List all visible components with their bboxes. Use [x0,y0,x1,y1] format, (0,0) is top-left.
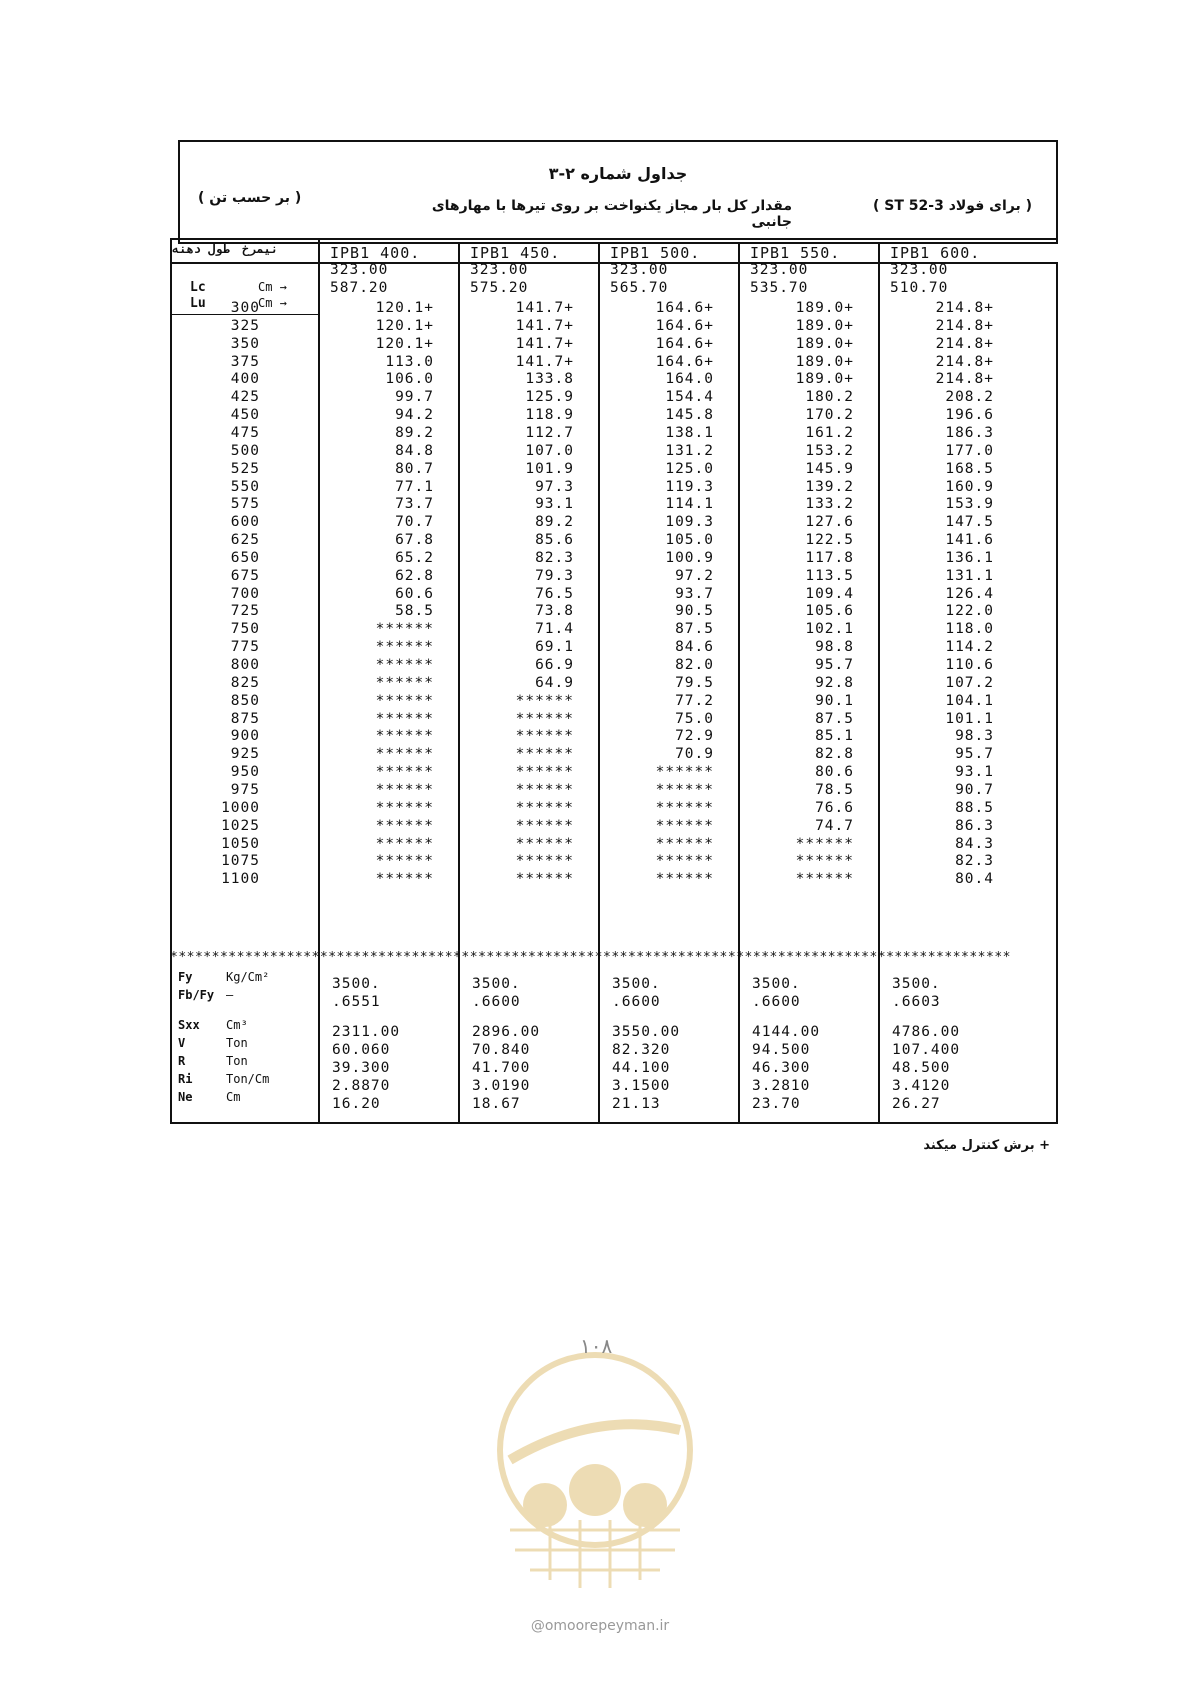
table-cell: 79.3 [535,567,574,584]
table-cell: 161.2 [805,424,854,441]
steel-grade-note: ( برای فولاد ST 52-3 ) [873,198,1032,214]
props-separator: ***************************************************************************************************** [170,950,1011,965]
table-cell: ****** [515,817,574,834]
prop-value: .6600 [612,994,661,1010]
prop-label: R [178,1054,186,1068]
prop-value: 2311.00 [332,1024,401,1040]
column-divider [878,242,880,1124]
table-cell: ****** [375,764,434,781]
prop-value: 107.400 [892,1042,961,1058]
table-cell: 87.5 [675,621,714,638]
table-cell: 113.0 [385,353,434,370]
table-cell: 120.1+ [375,317,434,334]
table-cell: 164.6+ [655,300,714,316]
prop-value: 46.300 [752,1060,811,1076]
span-length: 550 [230,478,260,495]
column-header: IPB1 450. [470,244,561,262]
lu-value: 510.70 [890,280,949,296]
span-length: 850 [230,692,260,709]
table-cell: 84.6 [675,639,714,656]
span-length: 625 [230,532,260,549]
span-length: 900 [230,728,260,745]
table-cell: 118.9 [525,407,574,424]
table-cell: 101.9 [525,460,574,477]
table-cell: 72.9 [675,728,714,745]
table-cell: 109.4 [805,585,854,602]
footnote: + برش کنترل میکند [923,1138,1050,1153]
table-cell: 141.7+ [515,335,574,352]
table-cell: 95.7 [815,657,854,673]
span-length: 750 [230,621,260,638]
table-cell: 75.0 [675,710,714,727]
prop-unit: Ton [226,1054,248,1068]
table-cell: ****** [655,781,714,798]
table-bottom-border [170,1122,1058,1124]
prop-value: 44.100 [612,1060,671,1076]
page-number: ۱۰۸ [580,1334,613,1358]
table-cell: 98.3 [955,728,994,745]
table-cell: ****** [795,871,854,888]
table-cell: 106.0 [385,371,434,388]
table-cell: ****** [655,835,714,852]
table-cell: 101.1 [945,710,994,727]
table-cell: ****** [655,764,714,781]
table-cell: 64.9 [535,674,574,691]
prop-value: 41.700 [472,1060,531,1076]
table-cell: 136.1 [945,549,994,566]
lu-unit: Cm → [258,296,287,310]
table-cell: ****** [375,639,434,656]
table-cell: ****** [515,710,574,727]
table-cell: 139.2 [805,478,854,495]
table-top-border [170,238,1058,240]
table-cell: ****** [515,746,574,763]
table-cell: ****** [655,799,714,816]
table-cell: 133.8 [525,371,574,388]
table-cell: 145.8 [665,407,714,424]
prop-value: 4786.00 [892,1024,961,1040]
span-length: 475 [230,424,260,441]
table-cell: ****** [515,835,574,852]
table-title: جداول شماره ۲-۳ [548,164,688,183]
table-cell: 94.2 [395,407,434,424]
span-length: 350 [230,335,260,352]
prop-value: 3.1500 [612,1078,671,1094]
span-length: 975 [230,781,260,798]
prop-unit: Kg/Cm² [226,970,270,984]
table-cell: 153.9 [945,496,994,513]
table-cell: 189.0+ [795,300,854,316]
table-cell: 76.6 [815,799,854,816]
table-cell: 120.1+ [375,300,434,316]
table-cell: 145.9 [805,460,854,477]
table-cell: 141.6 [945,532,994,549]
table-cell: ****** [515,871,574,888]
table-cell: 164.6+ [655,335,714,352]
prop-value: .6603 [892,994,941,1010]
table-cell: 84.3 [955,835,994,852]
table-cell: 60.6 [395,585,434,602]
table-cell: ****** [375,853,434,870]
span-length: 675 [230,567,260,584]
table-cell: 186.3 [945,424,994,441]
prop-value: 60.060 [332,1042,391,1058]
table-cell: 99.7 [395,389,434,406]
load-table [170,238,1058,1122]
prop-value: 4144.00 [752,1024,821,1040]
table-cell: 117.8 [805,549,854,566]
prop-unit: Ton [226,1036,248,1050]
lu-value: 587.20 [330,280,389,296]
table-cell: 120.1+ [375,335,434,352]
table-left-border [170,238,172,1124]
table-cell: ****** [375,835,434,852]
table-cell: 70.7 [395,514,434,531]
table-cell: ****** [795,835,854,852]
span-length: 1100 [221,871,260,888]
table-cell: 85.1 [815,728,854,745]
table-cell: 109.3 [665,514,714,531]
span-length: 325 [230,317,260,334]
table-cell: ****** [375,728,434,745]
prop-unit: Ton/Cm [226,1072,270,1086]
table-cell: ****** [515,764,574,781]
table-cell: 164.6+ [655,353,714,370]
table-cell: 80.7 [395,460,434,477]
table-cell: 153.2 [805,442,854,459]
column-divider [738,242,740,1124]
prop-label: Ne [178,1090,193,1104]
table-cell: 93.1 [955,764,994,781]
span-length: 925 [230,746,260,763]
prop-value: 26.27 [892,1096,941,1112]
table-subtitle: مقدار کل بار مجاز یکنواخت بر روی تیرها با مهارهای جانبی [431,198,792,230]
table-cell: 82.3 [955,853,994,870]
table-cell: 189.0+ [795,317,854,334]
table-cell: 102.1 [805,621,854,638]
table-cell: 189.0+ [795,353,854,370]
table-cell: 74.7 [815,817,854,834]
prop-value: 3500. [612,976,661,992]
table-cell: 208.2 [945,389,994,406]
lc-value: 323.00 [470,262,529,278]
span-length: 1050 [221,835,260,852]
prop-value: 70.840 [472,1042,531,1058]
lu-value: 575.20 [470,280,529,296]
span-length: 1025 [221,817,260,834]
table-cell: 84.8 [395,442,434,459]
table-cell: 58.5 [395,603,434,620]
table-cell: 66.9 [535,657,574,673]
prop-label: V [178,1036,186,1050]
span-length: 875 [230,710,260,727]
table-cell: 62.8 [395,567,434,584]
table-cell: 71.4 [535,621,574,638]
table-cell: 189.0+ [795,371,854,388]
table-cell: 69.1 [535,639,574,656]
table-cell: ****** [655,871,714,888]
table-cell: 85.6 [535,532,574,549]
table-cell: 93.7 [675,585,714,602]
table-cell: 100.9 [665,549,714,566]
prop-value: 3.4120 [892,1078,951,1094]
prop-value: 3.0190 [472,1078,531,1094]
table-cell: 110.6 [945,657,994,673]
lc-value: 323.00 [890,262,949,278]
table-cell: 147.5 [945,514,994,531]
column-header: IPB1 400. [330,244,421,262]
prop-value: 94.500 [752,1042,811,1058]
span-length: 800 [230,657,260,673]
span-length: 400 [230,371,260,388]
unit-note: ( بر حسب تن ) [198,190,302,206]
table-cell: 138.1 [665,424,714,441]
table-cell: 141.7+ [515,317,574,334]
column-header: IPB1 500. [610,244,701,262]
table-cell: 141.7+ [515,353,574,370]
table-cell: 90.5 [675,603,714,620]
table-cell: 104.1 [945,692,994,709]
table-cell: ****** [655,817,714,834]
prop-value: .6600 [472,994,521,1010]
table-cell: 77.2 [675,692,714,709]
lc-value: 323.00 [750,262,809,278]
span-length: 425 [230,389,260,406]
prop-value: 3500. [332,976,381,992]
lu-label: Lu [190,296,206,311]
prop-label: Ri [178,1072,193,1086]
table-cell: 97.3 [535,478,574,495]
table-cell: 127.6 [805,514,854,531]
table-cell: 114.1 [665,496,714,513]
table-cell: 131.1 [945,567,994,584]
table-cell: 114.2 [945,639,994,656]
section-label: نیمرخ [242,242,279,256]
table-cell: ****** [375,710,434,727]
table-cell: 133.2 [805,496,854,513]
span-length: 650 [230,549,260,566]
prop-value: .6551 [332,994,381,1010]
table-cell: 160.9 [945,478,994,495]
table-cell: 80.4 [955,871,994,888]
lc-unit: Cm → [258,280,287,294]
table-cell: 98.8 [815,639,854,656]
table-cell: 79.5 [675,674,714,691]
prop-value: 3.2810 [752,1078,811,1094]
table-cell: 118.0 [945,621,994,638]
table-cell: 196.6 [945,407,994,424]
table-cell: 89.2 [535,514,574,531]
prop-value: 48.500 [892,1060,951,1076]
table-cell: ****** [515,799,574,816]
table-cell: ****** [375,621,434,638]
table-cell: 86.3 [955,817,994,834]
table-cell: 131.2 [665,442,714,459]
table-cell: 93.1 [535,496,574,513]
table-cell: 67.8 [395,532,434,549]
span-length: 525 [230,460,260,477]
table-cell: ****** [515,781,574,798]
table-cell: 70.9 [675,746,714,763]
table-cell: 164.6+ [655,317,714,334]
table-cell: 82.8 [815,746,854,763]
lc-value: 323.00 [610,262,669,278]
table-cell: ****** [515,853,574,870]
table-cell: 122.0 [945,603,994,620]
table-cell: 125.9 [525,389,574,406]
prop-value: 3500. [752,976,801,992]
lu-value: 535.70 [750,280,809,296]
span-length: 700 [230,585,260,602]
table-cell: 90.1 [815,692,854,709]
table-cell: 80.6 [815,764,854,781]
table-cell: ****** [655,853,714,870]
span-length: 825 [230,674,260,691]
table-cell: 141.7+ [515,300,574,316]
table-cell: ****** [375,799,434,816]
table-cell: 126.4 [945,585,994,602]
table-cell: 189.0+ [795,335,854,352]
table-cell: 180.2 [805,389,854,406]
table-cell: ****** [515,692,574,709]
table-cell: 107.2 [945,674,994,691]
table-cell: 112.7 [525,424,574,441]
table-cell: 95.7 [955,746,994,763]
table-cell: ****** [795,853,854,870]
column-header: IPB1 600. [890,244,981,262]
table-cell: 82.0 [675,657,714,673]
table-cell: 168.5 [945,460,994,477]
table-cell: 77.1 [395,478,434,495]
table-cell: 76.5 [535,585,574,602]
prop-value: 82.320 [612,1042,671,1058]
prop-value: 23.70 [752,1096,801,1112]
table-cell: 82.3 [535,549,574,566]
table-cell: ****** [375,781,434,798]
span-length: 1075 [221,853,260,870]
table-cell: 113.5 [805,567,854,584]
table-cell: 164.0 [665,371,714,388]
table-cell: 105.6 [805,603,854,620]
prop-value: 3500. [892,976,941,992]
table-right-border [1056,262,1058,1124]
table-cell: 97.2 [675,567,714,584]
table-cell: 105.0 [665,532,714,549]
prop-value: 3550.00 [612,1024,681,1040]
span-length: 375 [230,353,260,370]
prop-unit: Cm [226,1090,241,1104]
table-cell: 107.0 [525,442,574,459]
table-cell: 170.2 [805,407,854,424]
table-cell: ****** [375,657,434,673]
lc-label: Lc [190,280,206,295]
prop-value: 3500. [472,976,521,992]
watermark-logo [490,1330,700,1610]
prop-value: 2896.00 [472,1024,541,1040]
watermark-url: @omoorepeyman.ir [530,1618,670,1634]
table-cell: ****** [375,871,434,888]
column-divider [458,242,460,1124]
label-column-divider [318,238,320,1124]
table-header-box [178,140,1058,244]
prop-unit: — [226,988,234,1002]
table-cell: 122.5 [805,532,854,549]
table-cell: 89.2 [395,424,434,441]
span-length: 575 [230,496,260,513]
prop-value: .6600 [752,994,801,1010]
table-cell: 214.8+ [935,371,994,388]
prop-value: 39.300 [332,1060,391,1076]
table-cell: 177.0 [945,442,994,459]
table-cell: 214.8+ [935,335,994,352]
table-cell: 87.5 [815,710,854,727]
span-length: 775 [230,639,260,656]
table-cell: 125.0 [665,460,714,477]
span-length-label: طول دهنه [172,242,230,256]
table-cell: ****** [375,746,434,763]
table-cell: 73.7 [395,496,434,513]
column-divider [598,242,600,1124]
lu-value: 565.70 [610,280,669,296]
table-cell: 214.8+ [935,353,994,370]
table-cell: 90.7 [955,781,994,798]
lc-value: 323.00 [330,262,389,278]
table-cell: ****** [375,692,434,709]
table-cell: ****** [515,728,574,745]
table-cell: ****** [375,674,434,691]
table-cell: 65.2 [395,549,434,566]
prop-value: 18.67 [472,1096,521,1112]
prop-value: 16.20 [332,1096,381,1112]
span-length: 600 [230,514,260,531]
span-length: 450 [230,407,260,424]
prop-value: 21.13 [612,1096,661,1112]
table-cell: ****** [375,817,434,834]
prop-unit: Cm³ [226,1018,248,1032]
table-cell: 88.5 [955,799,994,816]
table-cell: 214.8+ [935,300,994,316]
table-cell: 78.5 [815,781,854,798]
span-length: 300 [230,300,260,316]
span-length: 950 [230,764,260,781]
table-cell: 92.8 [815,674,854,691]
table-cell: 214.8+ [935,317,994,334]
table-cell: 119.3 [665,478,714,495]
prop-label: Fy [178,970,193,984]
column-header: IPB1 550. [750,244,841,262]
prop-label: Sxx [178,1018,200,1032]
span-length: 725 [230,603,260,620]
table-cell: 73.8 [535,603,574,620]
prop-value: 2.8870 [332,1078,391,1094]
span-length: 500 [230,442,260,459]
prop-label: Fb/Fy [178,988,215,1002]
table-cell: 154.4 [665,389,714,406]
span-length: 1000 [221,799,260,816]
